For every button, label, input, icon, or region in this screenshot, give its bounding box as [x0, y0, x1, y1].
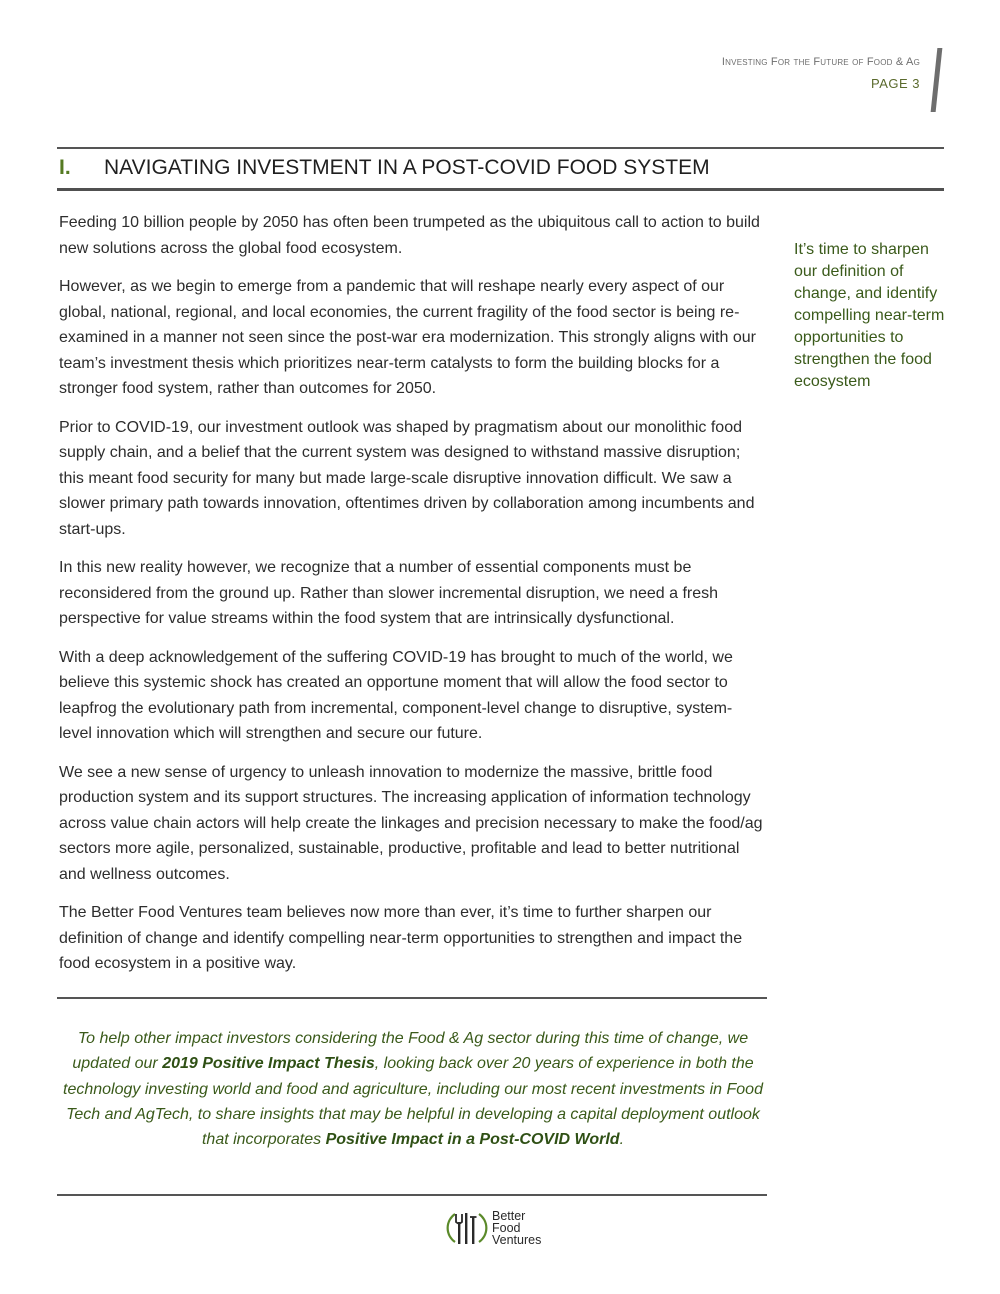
callout-text: To help other impact investors considering the Food & Ag sector during this time of change, we updated our: [72, 1030, 749, 1073]
paragraph: We see a new sense of urgency to unleash innovation to modernize the massive, brittle food production system and its support structures. The increasing application of information technology across value chain actors will help create the linkages and precision necessary to make the food/ag sectors more agile, personalized, sustainable, productive, profitable and lead to better nutritional and wellness outcomes.: [59, 763, 763, 883]
section-title: NAVIGATING INVESTMENT IN A POST-COVID FOOD SYSTEM: [104, 156, 710, 179]
paragraph: With a deep acknowledgement of the suffering COVID-19 has brought to much of the world, we believe this systemic shock has created an opportune moment that will allow the food sector to leapfrog the evolutionary path from incremental, component-level change to disruptive, system-level innovation which will strengthen and secure our future.: [59, 648, 733, 742]
thesis-link-text: 2019 Positive Impact Thesis: [162, 1055, 375, 1073]
body-text: [59, 210, 764, 990]
heading-bottom-rule: [57, 188, 944, 191]
paragraph: Prior to COVID-19, our investment outlook was shaped by pragmatism about our monolithic food supply chain, and a belief that the current system was designed to withstand massive disruption; this meant food security for many but made large-scale disruptive innovation difficult. We saw a slower primary path towards innovation, oftentimes driven by collaboration among incumbents and start-ups.: [59, 418, 755, 538]
callout-bottom-rule: [57, 1194, 767, 1196]
paragraph: However, as we begin to emerge from a pandemic that will reshape nearly every aspect of our global, national, regional, and local economies, the current fragility of the food sector is being re-examined in a manner not seen since the post-war era modernization. This strongly aligns with our team’s investment thesis which prioritizes near-term catalysts to form the building blocks for a stronger food system, rather than outcomes for 2050.: [59, 278, 756, 397]
heading-top-rule: [57, 147, 944, 149]
callout-text: .: [619, 1131, 625, 1149]
logo-line-1: Better: [492, 1209, 526, 1223]
callout-top-rule: [57, 997, 767, 999]
header-accent-bar: [931, 48, 943, 112]
running-header: [722, 56, 920, 91]
logo-line-2: Food: [492, 1221, 521, 1235]
paragraph: Feeding 10 billion people by 2050 has often been trumpeted as the ubiquitous call to action to build new solutions across the global food ecosystem.: [59, 214, 760, 257]
document-title: Investing For the Future of Food & Ag: [721, 56, 920, 68]
callout-box: [59, 1026, 767, 1152]
paragraph: The Better Food Ventures team believes now more than ever, it’s time to further sharpen our definition of change and identify compelling near-term opportunities to strengthen and impact the food ecosystem in a positive way.: [59, 904, 743, 972]
section-number: I.: [59, 156, 71, 179]
paragraph: In this new reality however, we recognize that a number of essential components must be reconsidered from the ground up. Rather than slower incremental disruption, we need a fresh perspective for value streams within the food system that are intrinsically dysfunctional.: [59, 559, 719, 627]
page-number: PAGE 3: [870, 76, 920, 91]
fork-and-bars-icon: [446, 1208, 488, 1248]
post-covid-emphasis: Positive Impact in a Post-COVID World: [325, 1131, 620, 1149]
better-food-ventures-logo: [446, 1208, 541, 1248]
logo-line-3: Ventures: [492, 1233, 542, 1247]
section-heading: [59, 156, 710, 180]
callout-text: , looking back over 20 years of experience in both the technology investing world and food and agriculture, including our most recent investments in Food Tech and AgTech, to share insights that may be helpful in developing a capital deployment outlook that incorporates: [63, 1055, 763, 1149]
logo-wordmark: [492, 1210, 541, 1246]
pull-quote: It’s time to sharpen our definition of change, and identify compelling near-term opportunities to strengthen the food ecosystem: [794, 241, 945, 390]
